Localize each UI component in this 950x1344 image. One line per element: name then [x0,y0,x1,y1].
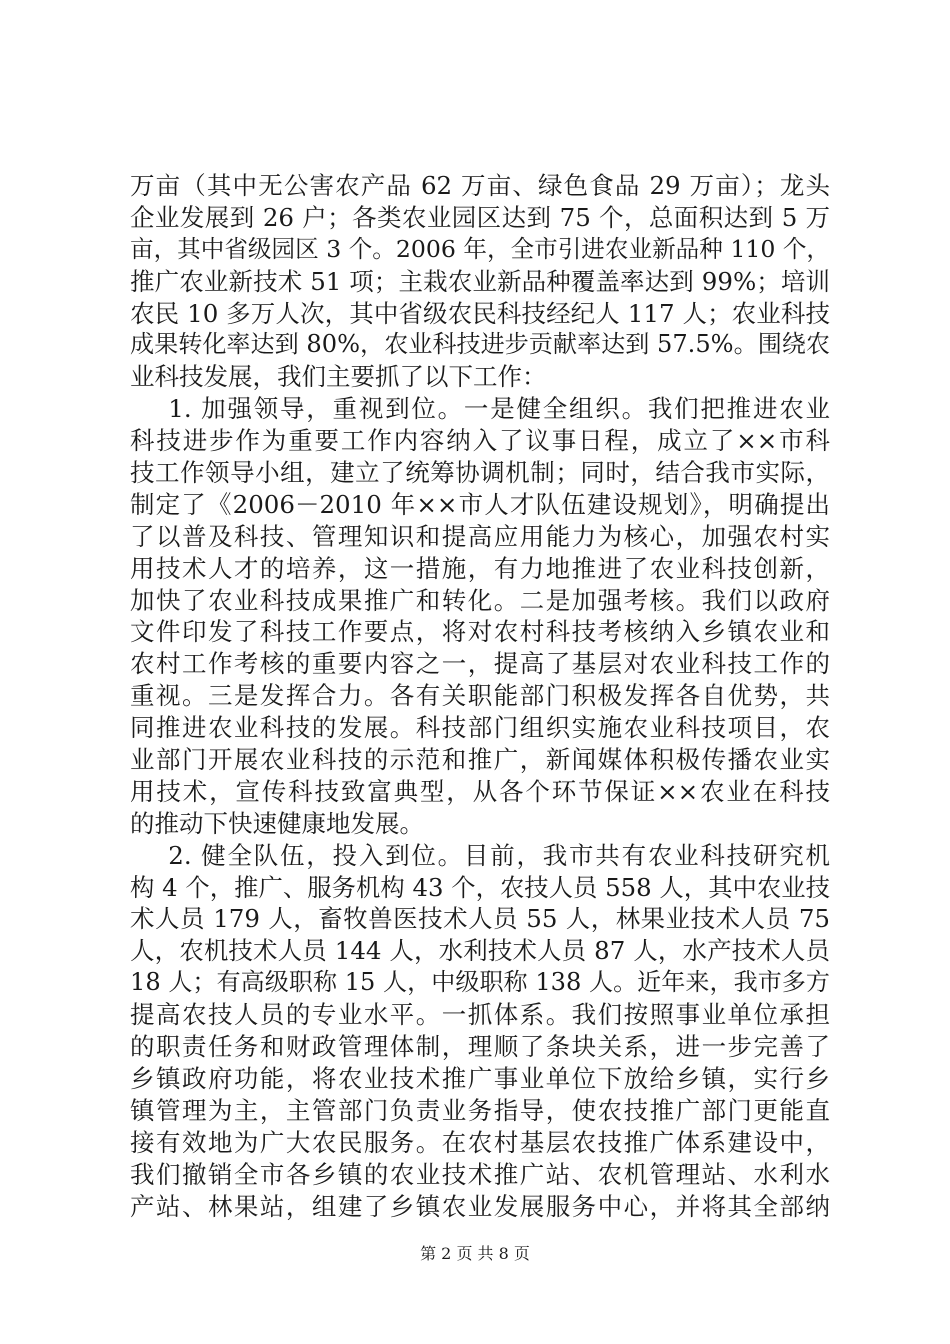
text-line: 科技进步作为重要工作内容纳入了议事日程，成立了××市科 [130,426,830,456]
text-line: 我们撤销全市各乡镇的农业技术推广站、农机管理站、水利水 [130,1159,830,1189]
text-line: 推广农业新技术 51 项；主栽农业新品种覆盖率达到 99%；培训 [130,266,830,296]
body-text [130,170,830,1222]
text-line: 提高农技人员的专业水平。一抓体系。我们按照事业单位承担 [130,1000,830,1030]
text-line: 接有效地为广大农民服务。在农村基层农技推广体系建设中， [130,1127,830,1157]
text-line: 18 人；有高级职称 15 人，中级职称 138 人。近年来，我市多方 [130,968,830,997]
text-line: 企业发展到 26 户；各类农业园区达到 75 个，总面积达到 5 万 [130,202,830,232]
text-line: 用技术，宣传科技致富典型，从各个环节保证××农业在科技 [130,776,830,806]
text-line: 文件印发了科技工作要点，将对农村科技考核纳入乡镇农业和 [130,617,830,647]
text-line: 制定了《2006－2010 年××市人才队伍建设规划》，明确提出 [130,489,830,519]
text-line: 万亩（其中无公害农产品 62 万亩、绿色食品 29 万亩）；龙头 [130,171,830,200]
text-line: 的职责任务和财政管理体制，理顺了条块关系，进一步完善了 [130,1032,830,1062]
text-line: 技工作领导小组，建立了统筹协调机制；同时，结合我市实际， [130,458,830,488]
page-number-footer: 第 2 页 共 8 页 [420,1244,530,1263]
text-line: 业科技发展，我们主要抓了以下工作： [130,362,547,392]
text-line: 成果转化率达到 80%，农业科技进步贡献率达到 57.5%。围绕农 [130,330,831,359]
text-line: 农村工作考核的重要内容之一，提高了基层对农业科技工作的 [130,649,830,679]
text-line: 1. 加强领导，重视到位。一是健全组织。我们把推进农业 [130,394,830,424]
text-line: 农民 10 多万人次，其中省级农民科技经纪人 117 人；农业科技 [130,298,830,328]
text-line: 乡镇政府功能，将农业技术推广事业单位下放给乡镇，实行乡 [130,1063,830,1093]
text-line: 人，农机技术人员 144 人，水利技术人员 87 人，水产技术人员 [130,936,830,966]
text-line: 构 4 个，推广、服务机构 43 个，农技人员 558 人，其中农业技 [130,872,830,902]
text-line: 用技术人才的培养，这一措施，有力地推进了农业科技创新， [130,553,830,583]
text-line: 重视。三是发挥合力。各有关职能部门积极发挥各自优势，共 [130,681,830,711]
text-line: 镇管理为主，主管部门负责业务指导，使农技推广部门更能直 [130,1095,830,1125]
text-line: 2. 健全队伍，投入到位。目前，我市共有农业科技研究机 [130,840,830,870]
text-line: 同推进农业科技的发展。科技部门组织实施农业科技项目，农 [130,713,830,743]
text-line: 了以普及科技、管理知识和提高应用能力为核心，加强农村实 [130,521,830,551]
text-line: 的推动下快速健康地发展。 [130,808,424,838]
text-line: 业部门开展农业科技的示范和推广，新闻媒体积极传播农业实 [130,745,830,775]
text-line: 术人员 179 人，畜牧兽医技术人员 55 人，林果业技术人员 75 [130,904,830,934]
text-line: 产站、林果站，组建了乡镇农业发展服务中心，并将其全部纳 [130,1191,830,1221]
text-line: 亩，其中省级园区 3 个。2006 年，全市引进农业新品种 110 个， [130,234,830,263]
text-line: 加快了农业科技成果推广和转化。二是加强考核。我们以政府 [130,585,830,615]
